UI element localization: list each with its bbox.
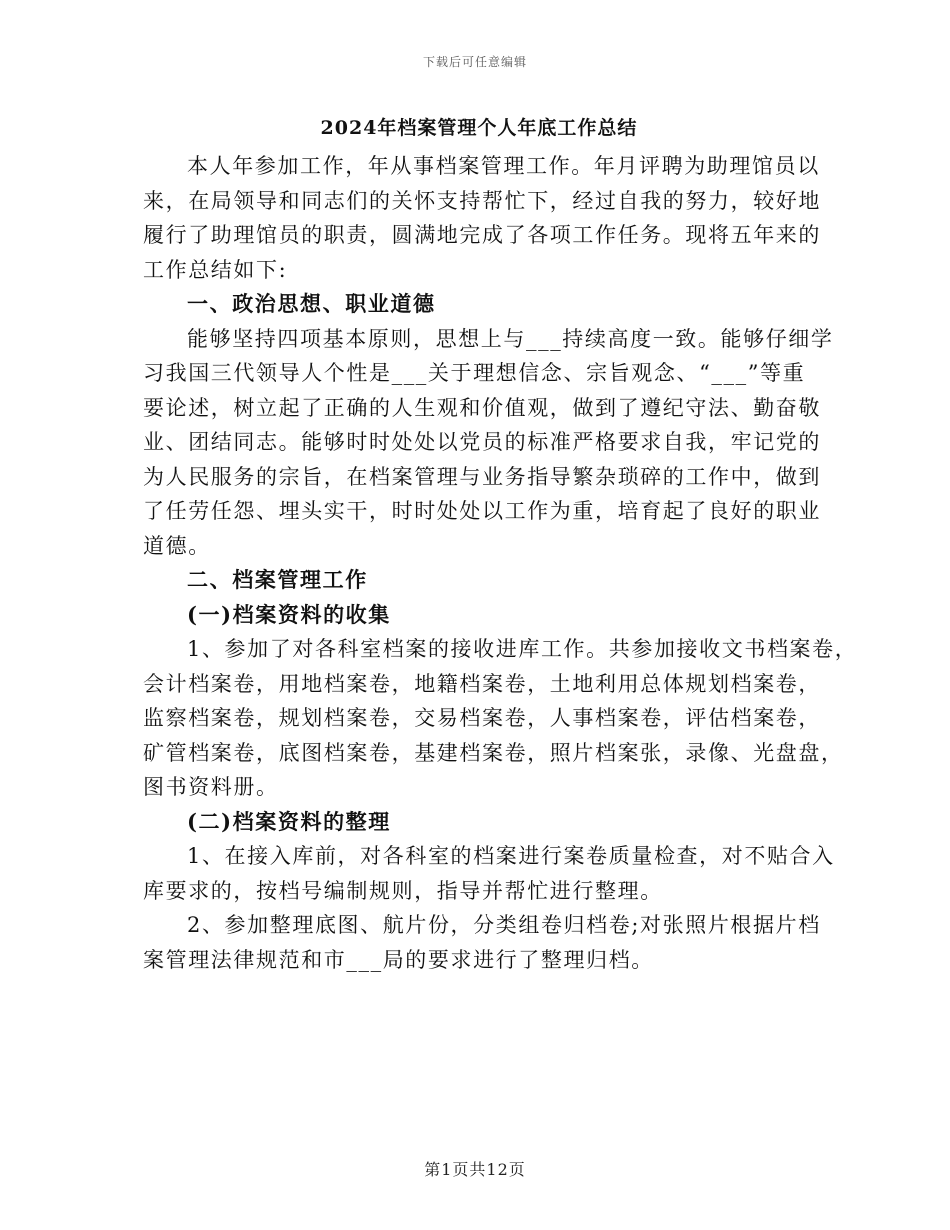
- section-heading: (二)档案资料的整理: [187, 808, 391, 834]
- paragraph-line: 了任劳任怨、埋头实干，时时处处以工作为重，培育起了良好的职业: [143, 499, 821, 523]
- paragraph-line: 矿管档案卷，底图档案卷，基建档案卷，照片档案张，录像、光盘盘，: [143, 740, 844, 765]
- paragraph-line: 案管理法律规范和市___局的要求进行了整理归档。: [143, 947, 654, 972]
- document-text: [143, 149, 858, 977]
- page-header-note: 下载后可任意编辑: [422, 55, 527, 69]
- paragraph-line: 为人民服务的宗旨，在档案管理与业务指导繁杂琐碎的工作中，做到: [143, 464, 821, 489]
- page-footer-indicator: 第1页共12页: [424, 1160, 526, 1179]
- paragraph-line: 道德。: [143, 533, 211, 558]
- section-heading: (一)档案资料的收集: [187, 601, 391, 627]
- paragraph-line: 工作总结如下:: [143, 257, 288, 282]
- paragraph-line: 履行了助理馆员的职责，圆满地完成了各项工作任务。现将五年来的: [143, 223, 821, 247]
- paragraph-line: 图书资料册。: [143, 775, 279, 799]
- paragraph-line: 库要求的，按档号编制规则，指导并帮忙进行整理。: [143, 878, 663, 903]
- paragraph-line: 2、参加整理底图、航片份，分类组卷归档卷;对张照片根据片档: [187, 913, 821, 937]
- document-body: [143, 113, 858, 977]
- section-heading: 一、政治思想、职业道德: [187, 291, 436, 316]
- paragraph-line: 习我国三代领导人个性是___关于理想信念、宗旨观念、“___”等重: [143, 361, 806, 385]
- paragraph-line: 要论述，树立起了正确的人生观和价值观，做到了遵纪守法、勤奋敬: [143, 395, 821, 420]
- paragraph-line: 1、在接入库前，对各科室的档案进行案卷质量检查，对不贴合入: [187, 844, 835, 868]
- paragraph-line: 本人年参加工作，年从事档案管理工作。年月评聘为助理馆员以: [187, 154, 820, 178]
- paragraph-line: 来，在局领导和同志们的关怀支持帮忙下，经过自我的努力，较好地: [143, 188, 821, 213]
- document-title: 2024年档案管理个人年底工作总结: [320, 117, 638, 139]
- paragraph-line: 会计档案卷，用地档案卷，地籍档案卷，土地利用总体规划档案卷，: [143, 671, 821, 696]
- paragraph-line: 监察档案卷，规划档案卷，交易档案卷，人事档案卷，评估档案卷，: [143, 706, 821, 730]
- paragraph-line: 业、团结同志。能够时时处处以党员的标准严格要求自我，牢记党的: [143, 430, 821, 454]
- paragraph-line: 1、参加了对各科室档案的接收进库工作。共参加接收文书档案卷，: [187, 637, 858, 661]
- paragraph-line: 能够坚持四项基本原则，思想上与___持续高度一致。能够仔细学: [187, 326, 834, 351]
- section-heading: 二、档案管理工作: [187, 567, 368, 592]
